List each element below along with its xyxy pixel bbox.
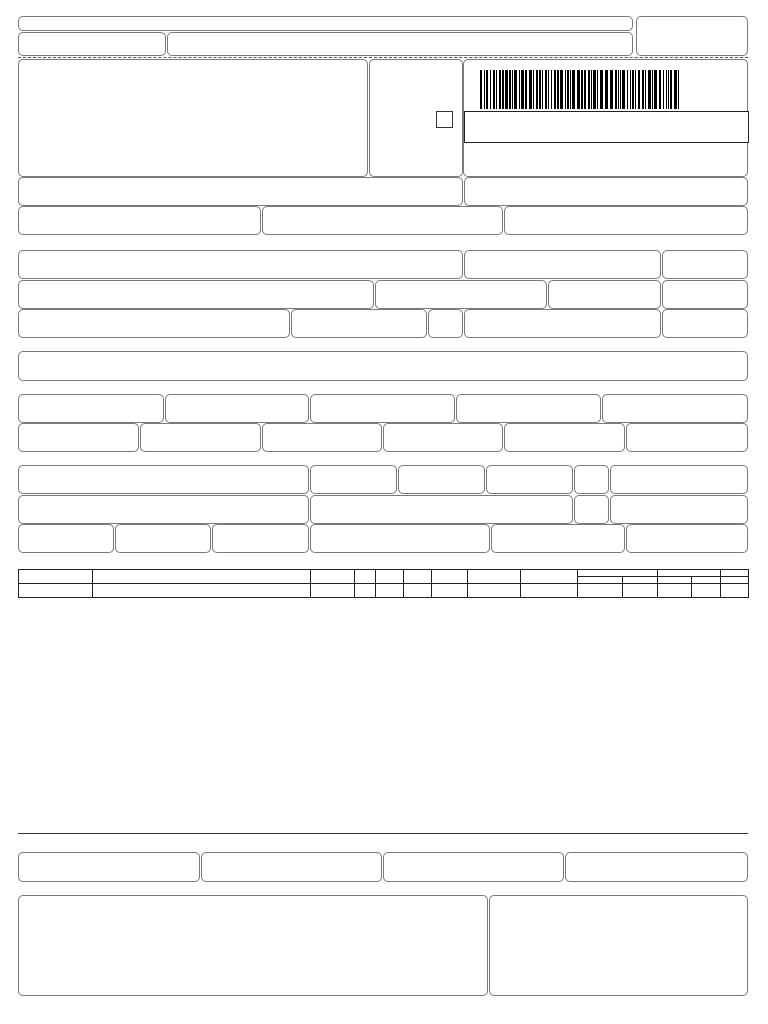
state-registration-field[interactable]	[18, 206, 261, 235]
complementary-info-field[interactable]	[18, 895, 488, 996]
barcode-bar	[618, 70, 619, 109]
barcode	[479, 70, 681, 109]
ipi-value-field[interactable]	[504, 423, 625, 452]
table-cell[interactable]	[467, 584, 520, 598]
table-cell[interactable]	[404, 584, 431, 598]
access-key-field[interactable]	[464, 111, 749, 143]
issue-date-field[interactable]	[662, 250, 748, 279]
barcode-bar	[659, 70, 661, 109]
barcode-bar	[521, 70, 524, 109]
barcode-bar	[525, 70, 527, 109]
volume-brand-field[interactable]	[212, 524, 309, 553]
table-cell[interactable]	[520, 584, 577, 598]
table-header-row	[19, 570, 749, 577]
recipient-address-field[interactable]	[18, 280, 374, 309]
table-cell[interactable]	[577, 584, 622, 598]
barcode-bar	[539, 70, 541, 109]
barcode-bar	[635, 70, 636, 109]
carrier-address-field[interactable]	[18, 495, 309, 524]
barcode-bar	[581, 70, 583, 109]
freight-value-field[interactable]	[18, 423, 139, 452]
barcode-bar	[512, 70, 513, 109]
vehicle-plate-field[interactable]	[486, 465, 573, 494]
table-header-cell	[404, 570, 431, 584]
barcode-bar	[642, 70, 644, 109]
recipient-district-field[interactable]	[375, 280, 547, 309]
table-header-cell	[355, 570, 376, 584]
barcode-bar	[480, 70, 482, 109]
barcode-bar	[514, 70, 517, 109]
other-expenses-field[interactable]	[383, 423, 503, 452]
barcode-bar	[509, 70, 511, 109]
barcode-bar	[610, 70, 613, 109]
table-header-cell	[311, 570, 355, 584]
barcode-bar	[588, 70, 590, 109]
barcode-bar	[499, 70, 501, 109]
table-header-cell	[467, 570, 520, 584]
issqn-base-field[interactable]	[383, 852, 564, 882]
exit-time-field[interactable]	[662, 309, 748, 338]
discount-field[interactable]	[262, 423, 382, 452]
recipient-ie-field[interactable]	[464, 309, 661, 338]
barcode-bar	[545, 70, 547, 109]
billing-field[interactable]	[18, 351, 748, 381]
barcode-bar	[620, 70, 621, 109]
barcode-bar	[490, 70, 491, 109]
barcode-bar	[630, 70, 631, 109]
barcode-bar	[493, 70, 495, 109]
barcode-bar	[484, 70, 485, 109]
cnpj-field[interactable]	[504, 206, 748, 235]
barcode-bar	[548, 70, 549, 109]
invoice-total-field[interactable]	[626, 423, 748, 452]
carrier-cnpj-field[interactable]	[610, 465, 748, 494]
barcode-bar	[505, 70, 508, 109]
table-header-cell	[622, 577, 657, 584]
barcode-bar	[615, 70, 617, 109]
carrier-ie-field[interactable]	[610, 495, 748, 524]
table-header-cell	[520, 570, 577, 584]
municipal-registration-field[interactable]	[18, 852, 200, 882]
section-divider	[18, 833, 748, 834]
items-table	[18, 569, 749, 598]
icms-base-field[interactable]	[18, 394, 164, 423]
receipt-date-field[interactable]	[18, 32, 166, 56]
table-header-cell	[93, 570, 311, 584]
table-header-cell	[691, 577, 720, 584]
table-cell[interactable]	[720, 584, 748, 598]
table-header-cell	[376, 570, 404, 584]
issqn-value-field[interactable]	[565, 852, 748, 882]
table-header-cell	[657, 577, 691, 584]
recipient-zip-field[interactable]	[548, 280, 661, 309]
issuer-info-box[interactable]	[18, 59, 368, 177]
barcode-bar	[622, 70, 625, 109]
table-header-cell	[577, 570, 657, 577]
cut-line	[18, 57, 748, 58]
operation-nature-field[interactable]	[18, 177, 463, 206]
table-header-cell	[720, 577, 748, 584]
recipient-phone-field[interactable]	[291, 309, 427, 338]
table-row[interactable]	[19, 584, 749, 598]
barcode-bar	[560, 70, 563, 109]
barcode-bar	[542, 70, 543, 109]
barcode-bar	[570, 70, 571, 109]
net-weight-field[interactable]	[626, 524, 748, 553]
barcode-bar	[551, 70, 552, 109]
barcode-bar	[645, 70, 646, 109]
volume-numbering-field[interactable]	[310, 524, 490, 553]
carrier-state-field[interactable]	[574, 495, 609, 524]
recipient-cnpj-field[interactable]	[464, 250, 661, 279]
volume-species-field[interactable]	[115, 524, 211, 553]
barcode-bar	[666, 70, 667, 109]
barcode-bar	[496, 70, 497, 109]
barcode-bar	[529, 70, 532, 109]
table-cell[interactable]	[691, 584, 720, 598]
recipient-state-field[interactable]	[428, 309, 463, 338]
barcode-bar	[632, 70, 634, 109]
recipient-name-field[interactable]	[18, 250, 463, 279]
barcode-bar	[670, 70, 672, 109]
recipient-city-field[interactable]	[18, 309, 290, 338]
barcode-bar	[584, 70, 586, 109]
products-total-field[interactable]	[602, 394, 748, 423]
barcode-bar	[678, 70, 679, 109]
table-cell[interactable]	[657, 584, 691, 598]
carrier-city-field[interactable]	[310, 495, 573, 524]
barcode-bar	[572, 70, 575, 109]
icms-st-base-field[interactable]	[310, 394, 455, 423]
services-total-field[interactable]	[201, 852, 382, 882]
barcode-bar	[567, 70, 569, 109]
exit-date-field[interactable]	[662, 280, 748, 309]
vehicle-state-field[interactable]	[574, 465, 609, 494]
table-cell[interactable]	[376, 584, 404, 598]
table-header-cell	[19, 570, 93, 584]
barcode-bar	[600, 70, 603, 109]
barcode-bar	[638, 70, 640, 109]
freight-mode-field[interactable]	[310, 465, 397, 494]
table-header-cell	[577, 577, 622, 584]
table-cell[interactable]	[355, 584, 376, 598]
barcode-bar	[577, 70, 580, 109]
barcode-bar	[605, 70, 608, 109]
antt-code-field[interactable]	[398, 465, 485, 494]
table-cell[interactable]	[311, 584, 355, 598]
entry-exit-checkbox[interactable]	[436, 111, 453, 128]
barcode-bar	[668, 70, 669, 109]
table-cell[interactable]	[431, 584, 467, 598]
barcode-bar	[502, 70, 504, 109]
receipt-signature-field[interactable]	[167, 32, 633, 56]
barcode-bar	[565, 70, 566, 109]
barcode-bar	[533, 70, 534, 109]
table-header-cell	[720, 570, 748, 577]
receipt-header-field[interactable]	[18, 16, 633, 31]
barcode-bar	[663, 70, 664, 109]
authorization-protocol-field[interactable]	[464, 177, 748, 206]
volume-quantity-field[interactable]	[18, 524, 114, 553]
barcode-bar	[654, 70, 657, 109]
barcode-bar	[597, 70, 598, 109]
barcode-bar	[519, 70, 520, 109]
insurance-value-field[interactable]	[140, 423, 261, 452]
icms-st-value-field[interactable]	[456, 394, 601, 423]
icms-value-field[interactable]	[165, 394, 309, 423]
receipt-number-field[interactable]	[636, 16, 748, 56]
barcode-bar	[554, 70, 556, 109]
barcode-bar	[652, 70, 653, 109]
barcode-bar	[486, 70, 488, 109]
reserved-area-field[interactable]	[489, 895, 748, 996]
barcode-bar	[627, 70, 628, 109]
table-header-cell	[657, 570, 720, 577]
table-cell[interactable]	[93, 584, 311, 598]
carrier-name-field[interactable]	[18, 465, 309, 494]
table-cell[interactable]	[19, 584, 93, 598]
barcode-bar	[591, 70, 592, 109]
barcode-bar	[648, 70, 651, 109]
barcode-bar	[536, 70, 538, 109]
barcode-bar	[557, 70, 559, 109]
barcode-bar	[674, 70, 677, 109]
table-cell[interactable]	[622, 584, 657, 598]
table-header-cell	[431, 570, 467, 584]
substitute-registration-field[interactable]	[262, 206, 503, 235]
barcode-bar	[593, 70, 596, 109]
gross-weight-field[interactable]	[491, 524, 625, 553]
